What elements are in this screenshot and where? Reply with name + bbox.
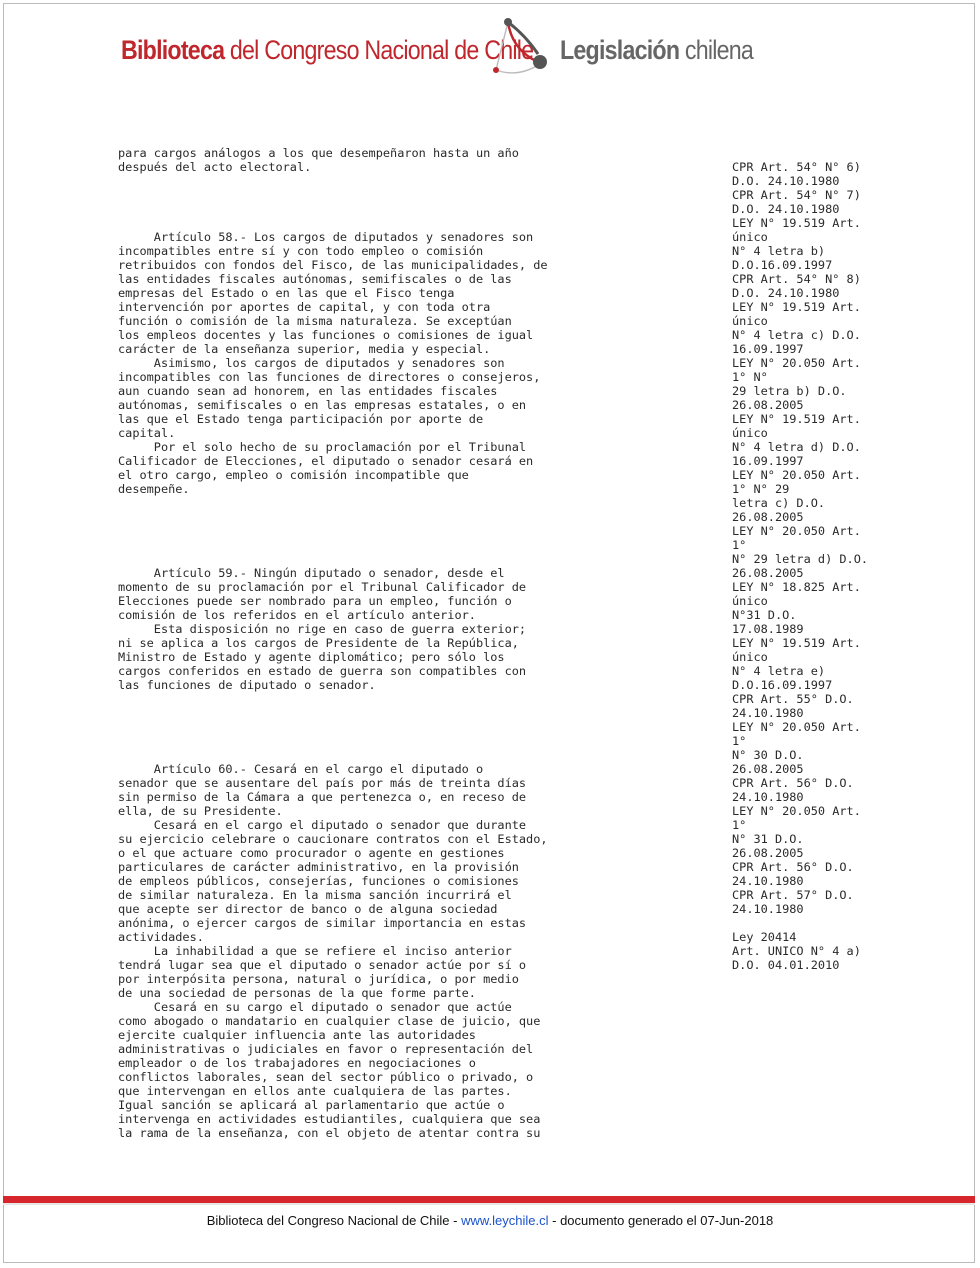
margin-note-line: 29 letra b) D.O. [732, 384, 847, 398]
body-text-line: las entidades fiscales autónomas, semifiscales o de las [118, 272, 512, 286]
margin-note-line: LEY N° 20.050 Art. [732, 524, 861, 538]
margin-note-line: CPR Art. 57° D.O. [732, 888, 854, 902]
body-text-line: actividades. [118, 930, 204, 944]
margin-note-line: N° 4 letra d) D.O. [732, 440, 861, 454]
body-text-line: después del acto electoral. [118, 160, 312, 174]
margin-note-line: N° 4 letra c) D.O. [732, 328, 861, 342]
margin-note-line: 26.08.2005 [732, 510, 804, 524]
body-text-line: las funciones de diputado o senador. [118, 678, 376, 692]
margin-note-line: LEY N° 18.825 Art. [732, 580, 861, 594]
body-text-line: La inhabilidad a que se refiere el inciso anterior [118, 944, 512, 958]
margin-note-line: único [732, 650, 768, 664]
body-text-line [118, 692, 718, 706]
footer-bar-shadow [3, 1203, 975, 1205]
bcn-logo-icon [478, 10, 552, 90]
body-text-line: senador que se ausentare del país por más de treinta días [118, 776, 527, 790]
margin-note-line: LEY N° 20.050 Art. [732, 804, 861, 818]
body-text-line: comisión de los referidos en el artículo anterior. [118, 608, 476, 622]
margin-note-line: 1° N° 29 [732, 482, 790, 496]
body-text-line: Esta disposición no rige en caso de guerra exterior; [118, 622, 527, 636]
margin-note-line: D.O. 04.01.2010 [732, 958, 840, 972]
body-text-line: desempeñe. [118, 482, 190, 496]
body-text-line: Cesará en el cargo el diputado o senador que durante [118, 818, 527, 832]
margin-note-line: CPR Art. 54° N° 7) [732, 188, 861, 202]
body-text-line: Elecciones puede ser nombrado para un empleo, función o [118, 594, 512, 608]
footer-prefix: Biblioteca del Congreso Nacional de Chile - [206, 1213, 462, 1228]
margin-note-line: LEY N° 19.519 Art. [732, 216, 861, 230]
body-text-line: función o comisión de la misma naturaleza. Se exceptúan [118, 314, 512, 328]
body-text-line: por interpósita persona, natural o jurídica, o por medio [118, 972, 519, 986]
body-text-line: ejercite cualquier influencia ante las autoridades [118, 1028, 476, 1042]
margin-note-line: N° 29 letra d) D.O. [732, 552, 869, 566]
margin-note-line: único [732, 314, 768, 328]
margin-note-line: N° 30 D.O. [732, 748, 804, 762]
margin-note-line: CPR Art. 56° D.O. [732, 860, 854, 874]
margin-note-line: N° 31 D.O. [732, 832, 804, 846]
margin-note-line: 24.10.1980 [732, 790, 804, 804]
brand-title-rest: del Congreso Nacional de Chile [224, 35, 534, 65]
document-body-column [118, 146, 718, 1140]
body-text-line: Artículo 60.- Cesará en el cargo el diputado o [118, 762, 484, 776]
page-header [0, 0, 980, 100]
body-text-line: las que el Estado tenga participación por aporte de [118, 412, 484, 426]
margin-note-line: D.O. 24.10.1980 [732, 202, 840, 216]
body-text-line: incompatibles entre sí y con todo empleo o comisión [118, 244, 484, 258]
footer-suffix: - documento generado el 07-Jun-2018 [548, 1213, 774, 1228]
body-text-line: la rama de la enseñanza, con el objeto de atentar contra su [118, 1126, 541, 1140]
margin-note-line: D.O. 24.10.1980 [732, 286, 840, 300]
body-text-line: de una sociedad de personas de la que forme parte. [118, 986, 476, 1000]
body-text-line: carácter de la enseñanza superior, media y especial. [118, 342, 491, 356]
body-text-line: capital. [118, 426, 176, 440]
body-text-line: ni se aplica a los cargos de Presidente de la República, [118, 636, 519, 650]
margin-note-line: N° 4 letra e) [732, 664, 826, 678]
margin-note-line: 1° [732, 538, 747, 552]
margin-note-line: 1° N° [732, 370, 768, 384]
margin-note-line: CPR Art. 55° D.O. [732, 692, 854, 706]
margin-note-line: 24.10.1980 [732, 874, 804, 888]
body-text-line [118, 734, 718, 748]
margin-note-line: 17.08.1989 [732, 622, 804, 636]
legis-title-bold: Legislación [560, 35, 680, 65]
body-text-line [118, 748, 718, 762]
body-text-line: intervenga en actividades estudiantiles, cualquiera que sea [118, 1112, 541, 1126]
body-text-line: momento de su proclamación por el Tribunal Calificador de [118, 580, 527, 594]
brand-title-bold: Biblioteca [121, 35, 225, 65]
brand-title[interactable] [121, 35, 533, 66]
body-text-line [118, 496, 718, 510]
margin-note-line: LEY N° 20.050 Art. [732, 356, 861, 370]
margin-note-line [732, 916, 932, 930]
margin-note-line: N°31 D.O. [732, 608, 797, 622]
margin-note-line: Ley 20414 [732, 930, 797, 944]
body-text-line [118, 524, 718, 538]
margin-note-line: CPR Art. 54° N° 8) [732, 272, 861, 286]
body-text-line [118, 188, 718, 202]
body-text-line [118, 720, 718, 734]
body-text-line: empresas del Estado o en las que el Fisco tenga [118, 286, 455, 300]
footer-text [0, 1213, 980, 1228]
body-text-line: anónima, o ejercer cargos de similar importancia en estas [118, 916, 527, 930]
body-text-line: autónomas, semifiscales o en las empresas estatales, o en [118, 398, 527, 412]
body-text-line: como abogado o mandatario en cualquier clase de juicio, que [118, 1014, 541, 1028]
margin-note-line: único [732, 230, 768, 244]
margin-note-line: 26.08.2005 [732, 398, 804, 412]
body-text-line: aun cuando sean ad honorem, en las entidades fiscales [118, 384, 498, 398]
margin-note-line: D.O.16.09.1997 [732, 258, 833, 272]
margin-note-line: LEY N° 20.050 Art. [732, 720, 861, 734]
body-text-line: los empleos docentes y las funciones o comisiones de igual [118, 328, 534, 342]
margin-note-line: 26.08.2005 [732, 846, 804, 860]
body-text-line: Ministro de Estado y agente diplomático; pero sólo los [118, 650, 505, 664]
body-text-line: o el que actuare como procurador o agente en gestiones [118, 846, 505, 860]
margin-note-line: único [732, 594, 768, 608]
margin-note-line: LEY N° 19.519 Art. [732, 412, 861, 426]
margin-note-line: letra c) D.O. [732, 496, 826, 510]
body-text-line: su ejercicio celebrare o caucionare contratos con el Estado, [118, 832, 548, 846]
body-text-line: ella, de su Presidente. [118, 804, 283, 818]
body-text-line: que acepte ser director de banco o de alguna sociedad [118, 902, 498, 916]
body-text-line: incompatibles con las funciones de directores o consejeros, [118, 370, 541, 384]
margin-note-line: 1° [732, 734, 747, 748]
legislacion-chilena-title[interactable] [560, 35, 753, 66]
body-text-line: sin permiso de la Cámara a que pertenezca o, en receso de [118, 790, 527, 804]
margin-note-line: único [732, 426, 768, 440]
body-text-line [118, 706, 718, 720]
body-text-line [118, 552, 718, 566]
body-text-line: Artículo 59.- Ningún diputado o senador, desde el [118, 566, 505, 580]
margin-note-line: D.O. 24.10.1980 [732, 174, 840, 188]
body-text-line: Artículo 58.- Los cargos de diputados y senadores son [118, 230, 534, 244]
margin-note-line: CPR Art. 54° N° 6) [732, 160, 861, 174]
body-text-line: tendrá lugar sea que el diputado o senador actúe por sí o [118, 958, 527, 972]
body-text-line: de empleos públicos, consejerías, funciones o comisiones [118, 874, 519, 888]
margin-note-line: 1° [732, 818, 747, 832]
margin-note-line: LEY N° 20.050 Art. [732, 468, 861, 482]
margin-note-line: Art. UNICO N° 4 a) [732, 944, 861, 958]
margin-note-line: 24.10.1980 [732, 902, 804, 916]
body-text-line: retribuidos con fondos del Fisco, de las municipalidades, de [118, 258, 548, 272]
margin-note-line: 16.09.1997 [732, 342, 804, 356]
margin-note-line: D.O.16.09.1997 [732, 678, 833, 692]
body-text-line: particulares de carácter administrativo, en la provisión [118, 860, 519, 874]
body-text-line [118, 202, 718, 216]
body-text-line: Igual sanción se aplicará al parlamentario que actúe o [118, 1098, 505, 1112]
body-text-line: que intervengan en ellos ante cualquiera de las partes. [118, 1084, 512, 1098]
body-text-line: el otro cargo, empleo o comisión incompatible que [118, 468, 469, 482]
footer-red-bar [3, 1196, 975, 1203]
body-text-line: cargos conferidos en estado de guerra son compatibles con [118, 664, 527, 678]
body-text-line [118, 538, 718, 552]
body-text-line: intervención por aportes de capital, y con toda otra [118, 300, 491, 314]
body-text-line: conflictos laborales, sean del sector público o privado, o [118, 1070, 534, 1084]
body-text-line: Calificador de Elecciones, el diputado o senador cesará en [118, 454, 534, 468]
document-margin-notes [732, 160, 932, 972]
margin-note-line: 16.09.1997 [732, 454, 804, 468]
margin-note-line: CPR Art. 56° D.O. [732, 776, 854, 790]
body-text-line: para cargos análogos a los que desempeñaron hasta un año [118, 146, 519, 160]
margin-note-line: LEY N° 19.519 Art. [732, 636, 861, 650]
body-text-line: Asimismo, los cargos de diputados y senadores son [118, 356, 505, 370]
body-text-line [118, 216, 718, 230]
body-text-line: Cesará en su cargo el diputado o senador que actúe [118, 1000, 512, 1014]
margin-note-line: LEY N° 19.519 Art. [732, 300, 861, 314]
body-text-line [118, 174, 718, 188]
margin-note-line: 26.08.2005 [732, 762, 804, 776]
footer-link[interactable]: www.leychile.cl [461, 1213, 549, 1228]
body-text-line: administrativas o judiciales en favor o representación del [118, 1042, 534, 1056]
body-text-line: de similar naturaleza. En la misma sanción incurrirá el [118, 888, 512, 902]
body-text-line: Por el solo hecho de su proclamación por el Tribunal [118, 440, 527, 454]
legis-title-rest: chilena [679, 35, 754, 65]
margin-note-line: N° 4 letra b) [732, 244, 826, 258]
body-text-line [118, 510, 718, 524]
body-text-line: empleador o de los trabajadores en negociaciones o [118, 1056, 476, 1070]
margin-note-line: 24.10.1980 [732, 706, 804, 720]
margin-note-line: 26.08.2005 [732, 566, 804, 580]
